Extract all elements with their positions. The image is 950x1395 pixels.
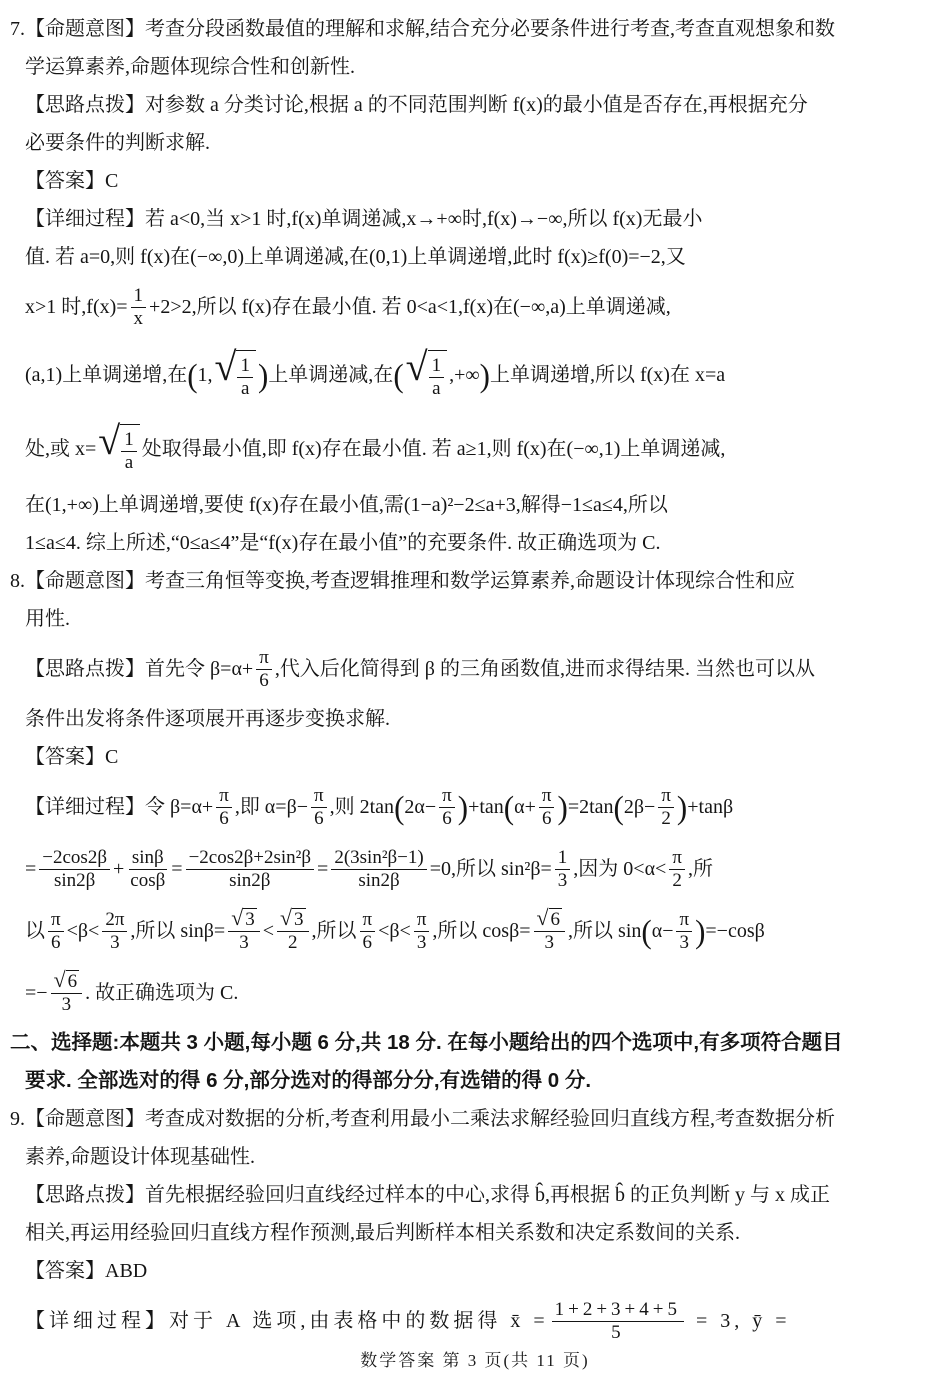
denominator: 6: [259, 669, 269, 691]
denominator: 3: [679, 931, 690, 953]
text-line: [25, 1062, 926, 1100]
denominator: x: [133, 307, 144, 329]
fraction: [360, 909, 376, 954]
text-run: 2β−: [623, 796, 656, 818]
text-run: 1,: [197, 364, 213, 386]
text-run: =−: [25, 982, 48, 1004]
text-run: ,代入后化简得到 β 的三角函数值,进而求得结果. 当然也可以从: [274, 658, 815, 680]
text-run: 处取得最小值,即 f(x)存在最小值. 若 a≥1,则 f(x)在(−∞,1)上单调递减,: [141, 438, 726, 460]
text-run: ,因为 0<α<: [573, 858, 667, 880]
fraction: [552, 1299, 684, 1344]
numerator: sinβ: [129, 847, 167, 870]
text-run: +tan: [468, 796, 504, 818]
numerator: π: [676, 909, 692, 932]
text-run: 【详细过程】若 a<0,当 x>1 时,f(x)单调递减,x→+∞时,f(x)→−∞,所以 f(x)无最小: [25, 208, 703, 230]
text-line: [25, 524, 926, 562]
text-line: [25, 338, 926, 412]
text-run: 值. 若 a=0,则 f(x)在(−∞,0)上单调递减,在(0,1)上单调递增,此时 f(x)≥f(0)=−2,又: [25, 246, 686, 268]
radical-sign: √: [536, 906, 549, 931]
denominator: 3: [239, 932, 249, 953]
text-run: 上单调递减,在: [268, 364, 394, 386]
text-run: ,即 α=β−: [234, 796, 309, 818]
text-run: . 故正确选项为 C.: [85, 982, 239, 1004]
numerator: 1: [131, 285, 147, 308]
text-line: [25, 962, 926, 1024]
text-run: 以: [25, 920, 45, 942]
radical-sign: √: [214, 344, 237, 390]
denominator: 6: [51, 931, 61, 953]
paren: ): [457, 788, 469, 826]
text-line: [25, 1176, 926, 1214]
denominator: 3: [110, 931, 120, 953]
text-run: 8.【命题意图】考查三角恒等变换,考查逻辑推理和数学运算素养,命题设计体现综合性和应: [10, 570, 795, 592]
text-run: 1≤a≤4. 综上所述,“0≤a≤4”是“f(x)存在最小值”的充要条件. 故正确选项为 C.: [25, 532, 661, 554]
numerator: 2(3sin²β−1): [331, 847, 426, 870]
text-run: 要求. 全部选对的得 6 分,部分选对的得部分分,有选错的得 0 分.: [25, 1068, 592, 1092]
text-line: [25, 412, 926, 486]
text-run: =: [317, 858, 329, 880]
radicand: 6: [67, 971, 78, 993]
text-run: ,则 2tan: [329, 796, 395, 818]
text-run: x>1 时,f(x)=: [25, 296, 128, 318]
numerator: −2cos2β+2sin²β: [186, 847, 314, 870]
fraction: [131, 285, 147, 330]
fraction: [39, 847, 110, 892]
text-line: [25, 276, 926, 338]
text-run: =2tan: [567, 796, 614, 818]
fraction: [256, 647, 272, 692]
text-run: 【详细过程】对于 A 选项,由表格中的数据得 x̄ =: [25, 1310, 549, 1332]
text-line: [25, 1214, 926, 1252]
fraction: [676, 909, 692, 954]
text-run: 上单调递增,所以 f(x)在 x=a: [489, 364, 726, 386]
text-run: 在(1,+∞)上单调递增,要使 f(x)存在最小值,需(1−a)²−2≤a+3,解得−1≤a≤4,所以: [25, 494, 668, 516]
text-line: [25, 86, 926, 124]
fraction: [102, 909, 127, 954]
text-run: 二、选择题:本题共 3 小题,每小题 6 分,共 18 分. 在每小题给出的四个选项中,有多项符合题目: [10, 1030, 843, 1054]
text-run: ,所以 sin: [568, 920, 642, 942]
numerator: −2cos2β: [39, 847, 110, 870]
numerator: π: [439, 785, 455, 808]
text-run: +: [113, 858, 125, 880]
denominator: 6: [362, 931, 373, 953]
text-run: 【答案】C: [25, 746, 119, 768]
text-run: α+: [514, 796, 536, 818]
fraction: [127, 847, 168, 892]
text-run: <β<: [66, 920, 100, 942]
text-run: ,+∞: [449, 364, 480, 386]
numerator: [277, 908, 309, 932]
numerator: 1: [237, 355, 253, 378]
sqrt-fraction: [405, 344, 447, 400]
radicand: 3: [245, 909, 255, 931]
text-run: +2>2,所以 f(x)存在最小值. 若 0<a<1,f(x)在(−∞,a)上单调递减,: [149, 296, 671, 318]
text-run: <: [262, 920, 274, 942]
text-run: 【答案】C: [25, 170, 119, 192]
text-line: [25, 162, 926, 200]
fraction: [51, 970, 83, 1016]
text-line: [10, 10, 926, 48]
numerator: π: [414, 909, 430, 932]
text-line: [10, 1024, 926, 1062]
text-line: [25, 486, 926, 524]
sqrt-expression: [54, 970, 80, 993]
text-line: [25, 838, 926, 900]
numerator: 1: [121, 429, 137, 452]
text-run: 用性.: [25, 608, 70, 630]
text-run: 9.【命题意图】考查成对数据的分析,考查利用最小二乘法求解经验回归直线方程,考查数据分析: [10, 1108, 835, 1130]
text-run: 条件出发将条件逐项展开再逐步变换求解.: [25, 708, 390, 730]
paren: ): [257, 356, 269, 394]
numerator: [51, 970, 83, 994]
fraction: [658, 785, 674, 830]
paren: (: [187, 356, 198, 394]
text-run: (a,1)上单调递增,在: [25, 364, 188, 386]
numerator: 1: [555, 847, 571, 870]
fraction: [228, 908, 260, 954]
text-run: = 3, ȳ =: [687, 1310, 791, 1332]
paren: ): [479, 356, 490, 394]
denominator: 2: [288, 932, 298, 953]
numerator: π: [48, 909, 64, 932]
text-run: 必要条件的判断求解.: [25, 132, 210, 154]
text-run: 素养,命题设计体现基础性.: [25, 1146, 255, 1168]
fraction: [311, 785, 327, 830]
fraction: [539, 785, 555, 830]
sqrt-expression: [280, 908, 306, 931]
text-run: +tanβ: [687, 796, 734, 818]
text-run: ,所: [687, 858, 713, 880]
sqrt-fraction: [98, 418, 139, 474]
numerator: π: [256, 647, 272, 670]
paren: (: [393, 356, 404, 394]
text-run: α−: [651, 920, 674, 942]
fraction: [429, 355, 445, 400]
text-line: [25, 48, 926, 86]
text-run: ,所以: [311, 920, 357, 942]
paren: ): [676, 788, 688, 826]
text-run: 7.【命题意图】考查分段函数最值的理解和求解,结合充分必要条件进行考查,考查直观想象和数: [10, 18, 835, 40]
text-run: 【思路点拨】首先根据经验回归直线经过样本的中心,求得 b̂,再根据 b̂ 的正负判断 y 与 x 成正: [25, 1184, 830, 1206]
denominator: 2: [672, 869, 682, 891]
denominator: 3: [557, 869, 568, 891]
text-line: [25, 738, 926, 776]
radicand: [120, 424, 140, 474]
denominator: sin2β: [53, 869, 96, 891]
radical-sign: √: [53, 968, 66, 993]
denominator: 6: [219, 807, 229, 829]
radical-sign: √: [98, 418, 121, 464]
paren: ): [557, 788, 568, 826]
denominator: a: [241, 378, 250, 399]
numerator: [228, 908, 260, 932]
radicand: 6: [550, 909, 561, 931]
sqrt-expression: [231, 908, 257, 931]
paren: (: [613, 788, 624, 826]
fraction: [48, 909, 64, 954]
paren: ): [695, 912, 706, 950]
sqrt-fraction: [214, 344, 256, 400]
numerator: 2π: [102, 909, 127, 932]
fraction: [277, 908, 309, 954]
fraction: [237, 355, 253, 400]
paren: (: [394, 788, 405, 826]
numerator: [534, 908, 566, 932]
text-line: [25, 900, 926, 962]
text-line: [25, 600, 926, 638]
denominator: sin2β: [358, 869, 400, 891]
text-run: 【思路点拨】首先令 β=α+: [25, 658, 254, 680]
denominator: a: [432, 378, 441, 399]
numerator: π: [539, 785, 555, 808]
radical-sign: √: [405, 344, 428, 390]
text-run: 【答案】ABD: [25, 1260, 148, 1282]
radicand: 3: [294, 909, 304, 931]
text-line: [25, 776, 926, 838]
radicand: [236, 350, 256, 400]
text-run: 2α−: [404, 796, 437, 818]
numerator: π: [669, 847, 685, 870]
text-line: [25, 700, 926, 738]
text-run: =: [171, 858, 183, 880]
denominator: a: [124, 452, 134, 473]
fraction: [121, 429, 137, 474]
denominator: 6: [314, 807, 324, 829]
text-line: [25, 200, 926, 238]
fraction: [331, 847, 426, 892]
text-line: [10, 562, 926, 600]
sqrt-expression: [537, 908, 563, 931]
radicand: [428, 350, 448, 400]
fraction: [414, 909, 430, 954]
numerator: π: [658, 785, 674, 808]
text-run: 【思路点拨】对参数 a 分类讨论,根据 a 的不同范围判断 f(x)的最小值是否存在,再根据充分: [25, 94, 808, 116]
fraction: [555, 847, 571, 892]
text-run: =−cosβ: [705, 920, 765, 942]
paren: (: [641, 912, 652, 950]
paren: (: [503, 788, 515, 826]
text-line: [25, 1252, 926, 1290]
text-line: [25, 124, 926, 162]
fraction: [534, 908, 566, 954]
denominator: cosβ: [130, 869, 166, 891]
text-run: =: [25, 858, 37, 880]
text-run: 相关,再运用经验回归直线方程作预测,最后判断样本相关系数和决定系数间的关系.: [25, 1222, 740, 1244]
radical-sign: √: [280, 906, 292, 931]
numerator: 1: [429, 355, 445, 378]
text-run: <β<: [378, 920, 411, 942]
denominator: 3: [416, 931, 427, 953]
numerator: 1+2+3+4+5: [552, 1299, 684, 1322]
numerator: π: [311, 785, 327, 808]
text-run: ,所以 cosβ=: [432, 920, 531, 942]
denominator: 5: [611, 1321, 625, 1343]
text-run: ,所以 sinβ=: [130, 920, 226, 942]
denominator: 2: [661, 807, 671, 829]
text-line: [25, 638, 926, 700]
text-run: 【详细过程】令 β=α+: [25, 796, 214, 818]
fraction: [669, 847, 685, 892]
fraction: [216, 785, 232, 830]
page-footer: 数学答案 第 3 页(共 11 页): [360, 1351, 590, 1370]
text-run: 学运算素养,命题体现综合性和创新性.: [25, 56, 355, 78]
radical-sign: √: [231, 906, 244, 931]
fraction: [186, 847, 314, 892]
text-run: =0,所以 sin²β=: [429, 858, 552, 880]
fraction: [439, 785, 455, 830]
denominator: sin2β: [229, 869, 271, 891]
denominator: 3: [61, 994, 72, 1015]
denominator: 3: [544, 932, 555, 953]
text-line: [25, 1290, 926, 1352]
text-line: [10, 1100, 926, 1138]
numerator: π: [216, 785, 232, 808]
denominator: 6: [442, 807, 452, 829]
text-line: [25, 238, 926, 276]
numerator: π: [360, 909, 376, 932]
text-run: 处,或 x=: [25, 438, 97, 460]
denominator: 6: [541, 807, 552, 829]
text-line: [25, 1138, 926, 1176]
